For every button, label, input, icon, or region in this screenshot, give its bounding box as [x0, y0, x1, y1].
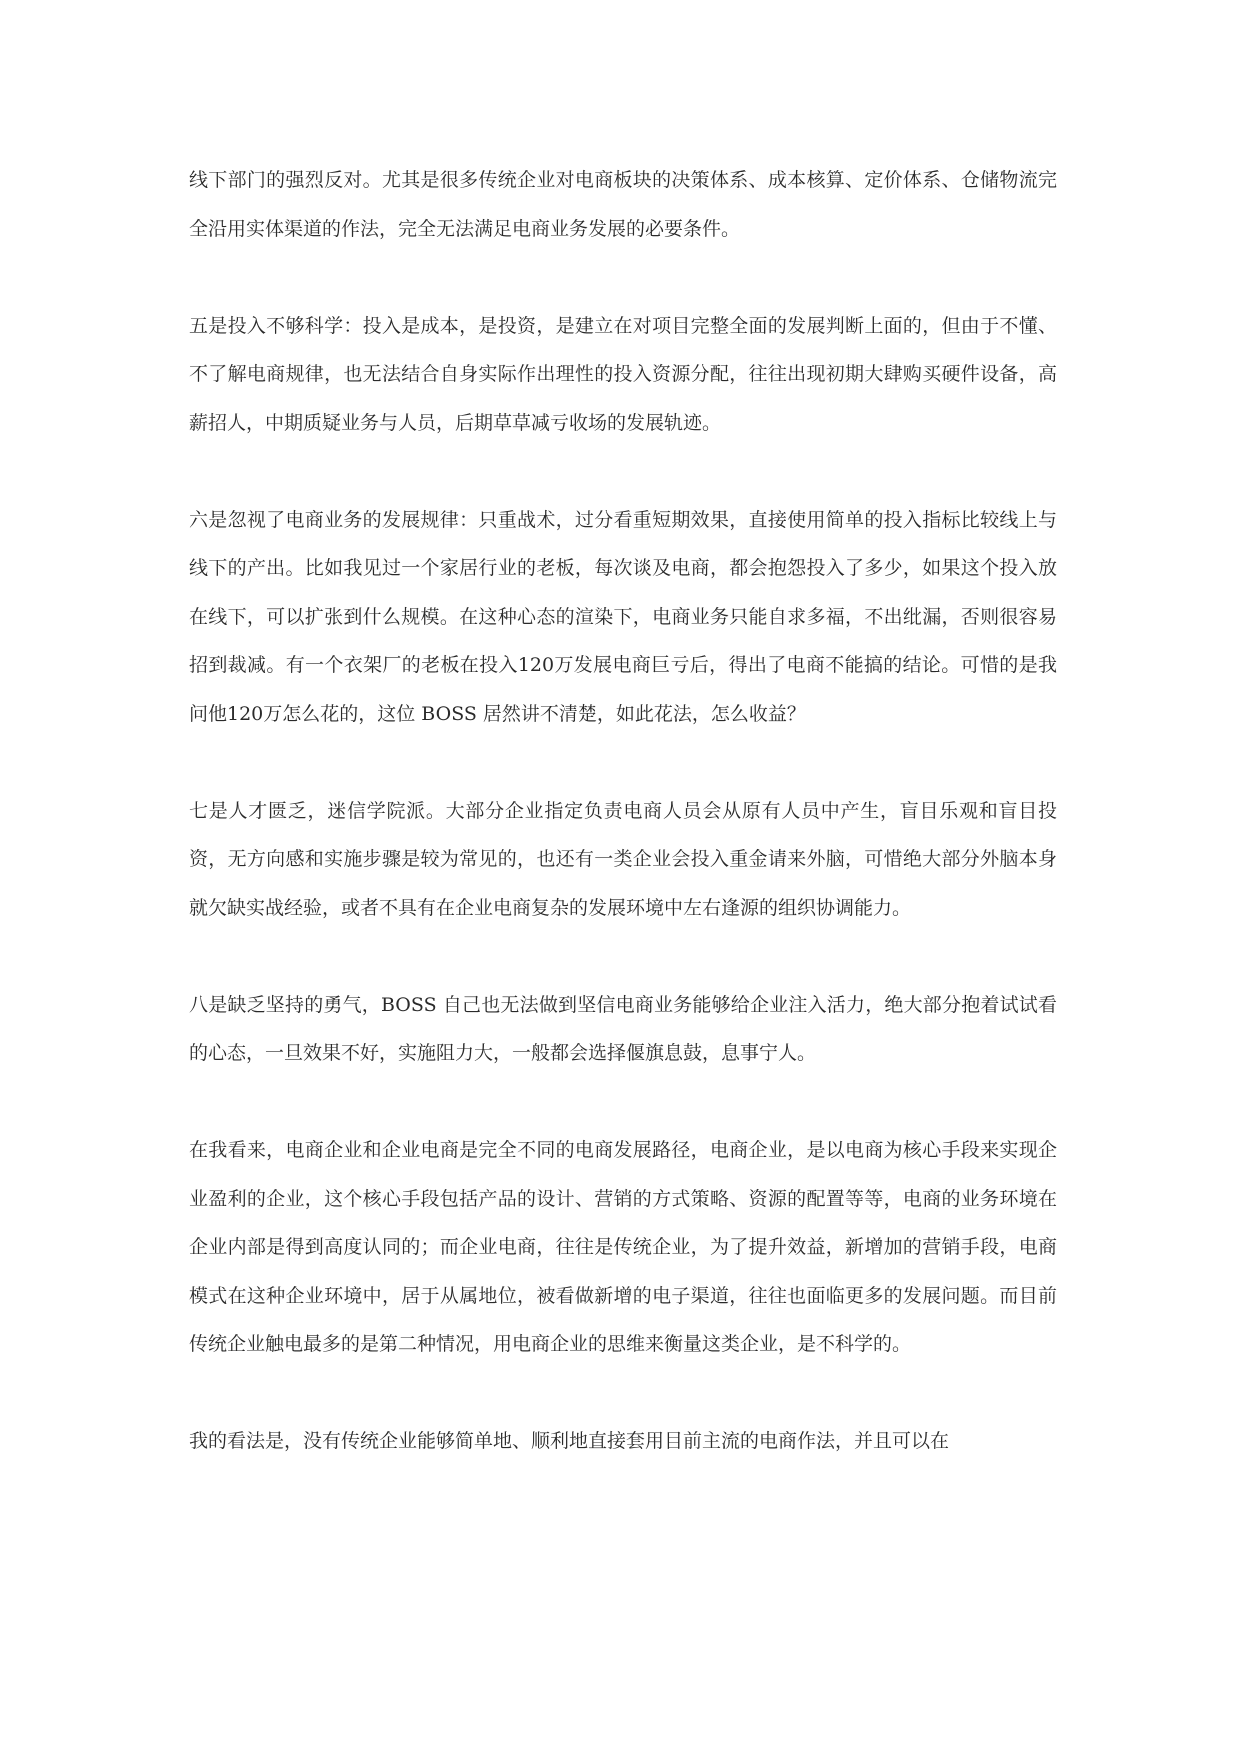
paragraph-ecommerce-comparison: 在我看来，电商企业和企业电商是完全不同的电商发展路径，电商企业，是以电商为核心手段来实现企业盈利的企业，这个核心手段包括产品的设计、营销的方式策略、资源的配置等等，电商的业务环境在企业内部是得到高度认同的；而企业电商，往往是传统企业，为了提升效益，新增加的营销手段，电商模式在这种企业环境中，居于从属地位，被看做新增的电子渠道，往往也面临更多的发展问题。而目前传统企业触电最多的是第二种情况，用电商企业的思维来衡量这类企业，是不科学的。 [189, 1139, 1057, 1355]
document-body [189, 156, 1057, 1466]
paragraph-author-view: 我的看法是，没有传统企业能够简单地、顺利地直接套用目前主流的电商作法，并且可以在 [189, 1430, 950, 1452]
paragraph-point-five: 五是投入不够科学：投入是成本，是投资，是建立在对项目完整全面的发展判断上面的，但由于不懂、不了解电商规律，也无法结合自身实际作出理性的投入资源分配，往往出现初期大肆购买硬件设备，高薪招人，中期质疑业务与人员，后期草草减亏收场的发展轨迹。 [189, 314, 1057, 434]
paragraph-point-seven: 七是人才匮乏，迷信学院派。大部分企业指定负责电商人员会从原有人员中产生，盲目乐观和盲目投资，无方向感和实施步骤是较为常见的，也还有一类企业会投入重金请来外脑，可惜绝大部分外脑本身就欠缺实战经验，或者不具有在企业电商复杂的发展环境中左右逢源的组织协调能力。 [189, 799, 1057, 919]
paragraph-point-six: 六是忽视了电商业务的发展规律：只重战术，过分看重短期效果，直接使用简单的投入指标比较线上与线下的产出。比如我见过一个家居行业的老板，每次谈及电商，都会抱怨投入了多少，如果这个投入放在线下，可以扩张到什么规模。在这种心态的渲染下，电商业务只能自求多福，不出纰漏，否则很容易招到裁减。有一个衣架厂的老板在投入120万发展电商巨亏后，得出了电商不能搞的结论。可惜的是我问他120万怎么花的，这位 BOSS 居然讲不清楚，如此花法，怎么收益？ [189, 508, 1057, 725]
paragraph-point-eight: 八是缺乏坚持的勇气，BOSS 自己也无法做到坚信电商业务能够给企业注入活力，绝大部分抱着试试看的心态，一旦效果不好，实施阻力大，一般都会选择偃旗息鼓，息事宁人。 [189, 993, 1057, 1064]
paragraph-offline-opposition: 线下部门的强烈反对。尤其是很多传统企业对电商板块的决策体系、成本核算、定价体系、仓储物流完全沿用实体渠道的作法，完全无法满足电商业务发展的必要条件。 [189, 169, 1057, 240]
